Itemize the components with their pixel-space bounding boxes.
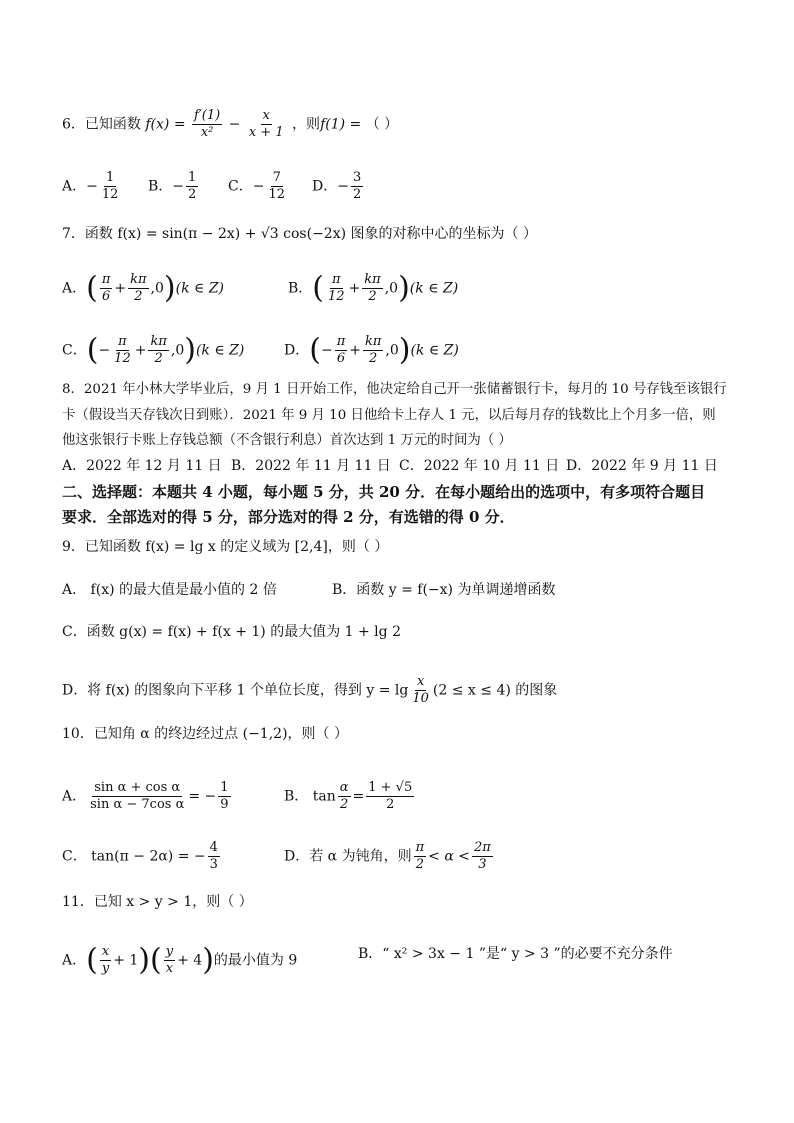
- q11-option-a-frac2: [164, 944, 175, 977]
- q8-option-a: [62, 456, 222, 476]
- q9-option-a: A． f(x) 的最大值是最小值的 2 倍: [62, 582, 277, 598]
- frac-den: x: [165, 961, 174, 976]
- frac-num: α: [339, 780, 349, 795]
- q6-frac1: [192, 108, 222, 141]
- option-sign: −: [320, 342, 333, 359]
- frac-den: 12: [114, 351, 131, 366]
- frac-den: 2: [134, 289, 143, 304]
- q11-option-b: B．“ x² > 3x − 1 ”是“ y > 3 ”的必要不充分条件: [358, 946, 673, 962]
- frac-den: 10: [412, 691, 429, 706]
- option-frac-a: [335, 334, 348, 367]
- frac-den: 6: [101, 289, 111, 304]
- frac-den: 2: [154, 351, 163, 366]
- q6-stem-mid: ，则: [292, 116, 321, 133]
- q10-option-d-frac2: [472, 840, 493, 873]
- q6-stem: [62, 108, 398, 141]
- frac-num: x: [101, 944, 110, 959]
- q8-line-1: 8．2021 年小林大学毕业后，9 月 1 日开始工作，他决定给自己开一张储蓄银行卡，每月的 10 号存钱至该银行: [62, 382, 727, 397]
- option-label: B．: [288, 280, 313, 297]
- right-paren: ): [202, 942, 214, 978]
- option-frac-b: [363, 334, 383, 367]
- option-sign: −: [172, 178, 185, 195]
- right-paren: ): [184, 332, 196, 368]
- frac-num: kπ: [130, 272, 147, 287]
- q10-option-b: [284, 780, 416, 813]
- q7-option-b: B．( $\frac{\pi}{12}$ + $\frac{k\pi}{2}$ ,0)(k ∈ Z): [288, 270, 459, 306]
- option-text: 2022 年 11 月 11 日: [255, 458, 391, 474]
- q6-minus: −: [228, 116, 241, 133]
- left-paren: (: [86, 332, 99, 368]
- q8-option-b: [231, 456, 391, 476]
- frac-num: y: [165, 944, 174, 959]
- option-cond: (k ∈ Z): [175, 280, 225, 297]
- option-num: 1: [188, 170, 197, 185]
- frac-num: kπ: [364, 334, 382, 349]
- right-paren: ): [138, 942, 151, 978]
- option-label: A．: [62, 952, 87, 969]
- frac-num: π: [332, 272, 341, 287]
- frac-num: 4: [209, 840, 218, 855]
- option-label: D．: [566, 458, 592, 474]
- option-den: 2: [188, 187, 197, 202]
- q11-option-a-post: 的最小值为 9: [213, 952, 298, 969]
- frac-num: kπ: [364, 272, 381, 287]
- option-text: 2022 年 10 月 11 日: [423, 458, 560, 474]
- q6-blank: （ ）: [365, 116, 399, 133]
- frac-num: kπ: [150, 334, 167, 349]
- left-paren: (: [86, 270, 98, 306]
- frac-den: 2: [415, 857, 424, 872]
- option-frac-b: [128, 272, 148, 305]
- q10-option-b-eq: =: [352, 788, 365, 805]
- frac-den: 12: [328, 289, 345, 304]
- option-sign: −: [98, 342, 111, 359]
- q10-option-c-frac: [208, 840, 220, 873]
- q11-option-a-p1: + 1: [113, 952, 139, 969]
- option-cond: (k ∈ Z): [410, 342, 459, 359]
- q8-option-d: [566, 456, 718, 476]
- q11-option-a-p2: + 4: [177, 952, 203, 969]
- q6-frac1-den: x²: [200, 125, 214, 140]
- option-text: 2022 年 12 月 11 日: [86, 458, 222, 474]
- option-num: 1: [105, 170, 115, 185]
- q10-option-c: [62, 840, 222, 873]
- q8-line-2: 卡（假设当天存钱次日到账）．2021 年 9 月 10 日他给卡上存人 1 元，以后每月存的钱数比上个月多一倍，则: [62, 408, 716, 423]
- frac-num: π: [336, 334, 346, 349]
- q7-number: 7．: [62, 226, 85, 242]
- option-num: 3: [352, 170, 362, 185]
- q10-stem: 10．已知角 α 的终边经过点 (−1,2)，则（ ）: [62, 726, 348, 742]
- q6-frac2-num: x: [262, 108, 270, 123]
- left-paren: (: [86, 942, 98, 978]
- q6-number: 6．: [62, 116, 85, 133]
- q11-option-a-frac1: [100, 944, 111, 977]
- option-label: A．: [62, 178, 87, 195]
- frac-num: π: [101, 272, 111, 287]
- q11-stem: 11．已知 x > y > 1，则（ ）: [62, 894, 253, 910]
- option-num: 7: [272, 170, 281, 185]
- frac-den: 2: [386, 797, 395, 812]
- option-frac: [351, 170, 363, 203]
- option-frac: [100, 170, 121, 203]
- option-sign: −: [337, 178, 349, 195]
- q6-frac2-den: x + 1: [248, 125, 284, 140]
- frac-num: π: [415, 840, 425, 855]
- option-sign: −: [86, 178, 98, 195]
- option-tail: ,0: [384, 280, 399, 297]
- option-sign: −: [252, 178, 265, 195]
- q6-stem-pre: 已知函数: [84, 116, 141, 133]
- q10-option-d-pre: D．若 α 为钝角，则: [284, 848, 412, 865]
- q10-option-c-pre: C． tan(π − 2α) = −: [62, 848, 206, 865]
- right-paren: ): [163, 270, 176, 306]
- option-frac-a: [100, 272, 113, 305]
- q6-option-a: [62, 170, 122, 203]
- option-tail: ,0: [385, 342, 399, 359]
- option-cond: (k ∈ Z): [195, 342, 245, 359]
- frac-den: 3: [209, 857, 218, 872]
- option-frac-a: [326, 272, 347, 305]
- option-frac-b: [148, 334, 168, 367]
- option-frac: [186, 170, 198, 203]
- q11-option-a: [62, 944, 297, 977]
- q8-option-c: [399, 456, 559, 476]
- q7-option-c: C．(− $\frac{\pi}{12}$ + $\frac{k\pi}{2}$ ,0)(k ∈ Z): [62, 332, 245, 368]
- option-tail: ,0: [170, 342, 185, 359]
- frac-num: 1 + √5: [368, 780, 413, 795]
- q10-option-d-mid: < α <: [428, 848, 470, 865]
- option-label: B．: [231, 458, 256, 474]
- q7-stem: [62, 224, 537, 244]
- q6-option-c: [228, 170, 289, 203]
- left-paren: (: [312, 270, 325, 306]
- option-frac: [266, 170, 287, 203]
- q10-option-a-frac: [88, 780, 186, 813]
- option-label: C．: [399, 458, 424, 474]
- q6-frac1-num: f′(1): [194, 108, 221, 123]
- option-text: 2022 年 9 月 11 日: [591, 458, 718, 474]
- q10-option-b-frac: [338, 780, 351, 813]
- option-label: C．: [228, 178, 253, 195]
- option-den: 12: [101, 187, 119, 202]
- option-label: A．: [62, 788, 87, 805]
- frac-den: 2: [339, 797, 349, 812]
- q6-frac2: [247, 108, 286, 141]
- section-2-heading-line-2: 要求．全部选对的得 5 分，部分选对的得 2 分，有选错的得 0 分．: [62, 508, 515, 526]
- q6-fx: f(x) =: [145, 116, 186, 133]
- frac-den: 9: [220, 797, 229, 812]
- frac-num: sin α + cos α: [94, 780, 181, 795]
- q9-option-d-post: (2 ≤ x ≤ 4) 的图象: [432, 682, 558, 699]
- frac-den: 2: [368, 289, 377, 304]
- option-tail: ,0: [150, 280, 164, 297]
- q7-stem-text: 函数 f(x) = sin(π − 2x) + √3 cos(−2x) 图象的对称中心的坐标为（ ）: [84, 226, 537, 242]
- option-label: A．: [62, 458, 87, 474]
- q7-option-a: A．( $\frac{\pi}{6}$ + $\frac{k\pi}{2}$ ,0)(k ∈ Z): [62, 270, 225, 306]
- q10-option-b-rfrac: [366, 780, 414, 813]
- q6-f1: f(1) =: [320, 116, 362, 133]
- option-label: A．: [62, 280, 87, 297]
- option-label: B．: [148, 178, 173, 195]
- q10-option-a: [62, 780, 233, 813]
- q9-option-d-frac: [410, 674, 431, 707]
- section-2-heading-line-1: 二、选择题：本题共 4 小题，每小题 5 分，共 20 分．在每小题给出的选项中，有多项符合题目: [62, 483, 706, 501]
- frac-den: y: [101, 961, 110, 976]
- frac-num: x: [416, 674, 425, 689]
- q9-option-d: [62, 674, 557, 707]
- q10-option-d: [284, 840, 495, 873]
- q8-line-3: 他这张银行卡账上存钱总额（不含银行利息）首次达到 1 万元的时间为（ ）: [62, 433, 512, 448]
- q6-option-b: [148, 170, 200, 203]
- frac-num: 1: [220, 780, 229, 795]
- frac-num: π: [118, 334, 127, 349]
- left-paren: (: [150, 942, 162, 978]
- option-label: D．: [312, 178, 338, 195]
- frac-num: 2π: [473, 840, 491, 855]
- q10-option-d-frac1: [414, 840, 427, 873]
- left-paren: (: [309, 332, 321, 368]
- option-label: B． tan: [284, 788, 336, 805]
- q10-option-a-eq: = −: [188, 788, 217, 805]
- option-den: 12: [268, 187, 285, 202]
- option-den: 2: [352, 187, 362, 202]
- right-paren: ): [398, 332, 411, 368]
- frac-den: 2: [369, 351, 378, 366]
- q7-option-d: D．(− $\frac{\pi}{6}$ + $\frac{k\pi}{2}$ ,0)(k ∈ Z): [284, 332, 459, 368]
- q9-option-c: C．函数 g(x) = f(x) + f(x + 1) 的最大值为 1 + lg 2: [62, 624, 401, 640]
- q10-option-a-rfrac: [218, 780, 230, 813]
- q9-stem: 9．已知函数 f(x) = lg x 的定义域为 [2,4]，则（ ）: [62, 539, 389, 555]
- q9-option-d-pre: D．将 f(x) 的图象向下平移 1 个单位长度，得到 y = lg: [62, 682, 409, 699]
- option-label: C．: [62, 342, 87, 359]
- option-label: D．: [284, 342, 310, 359]
- frac-den: 3: [478, 857, 487, 872]
- q9-option-b: B．函数 y = f(−x) 为单调递增函数: [332, 582, 556, 598]
- right-paren: ): [398, 270, 410, 306]
- q6-option-d: [312, 170, 365, 203]
- option-frac-b: [362, 272, 382, 305]
- option-frac-a: [112, 334, 133, 367]
- frac-den: 6: [336, 351, 346, 366]
- option-cond: (k ∈ Z): [409, 280, 459, 297]
- frac-den: sin α − 7cos α: [90, 797, 185, 812]
